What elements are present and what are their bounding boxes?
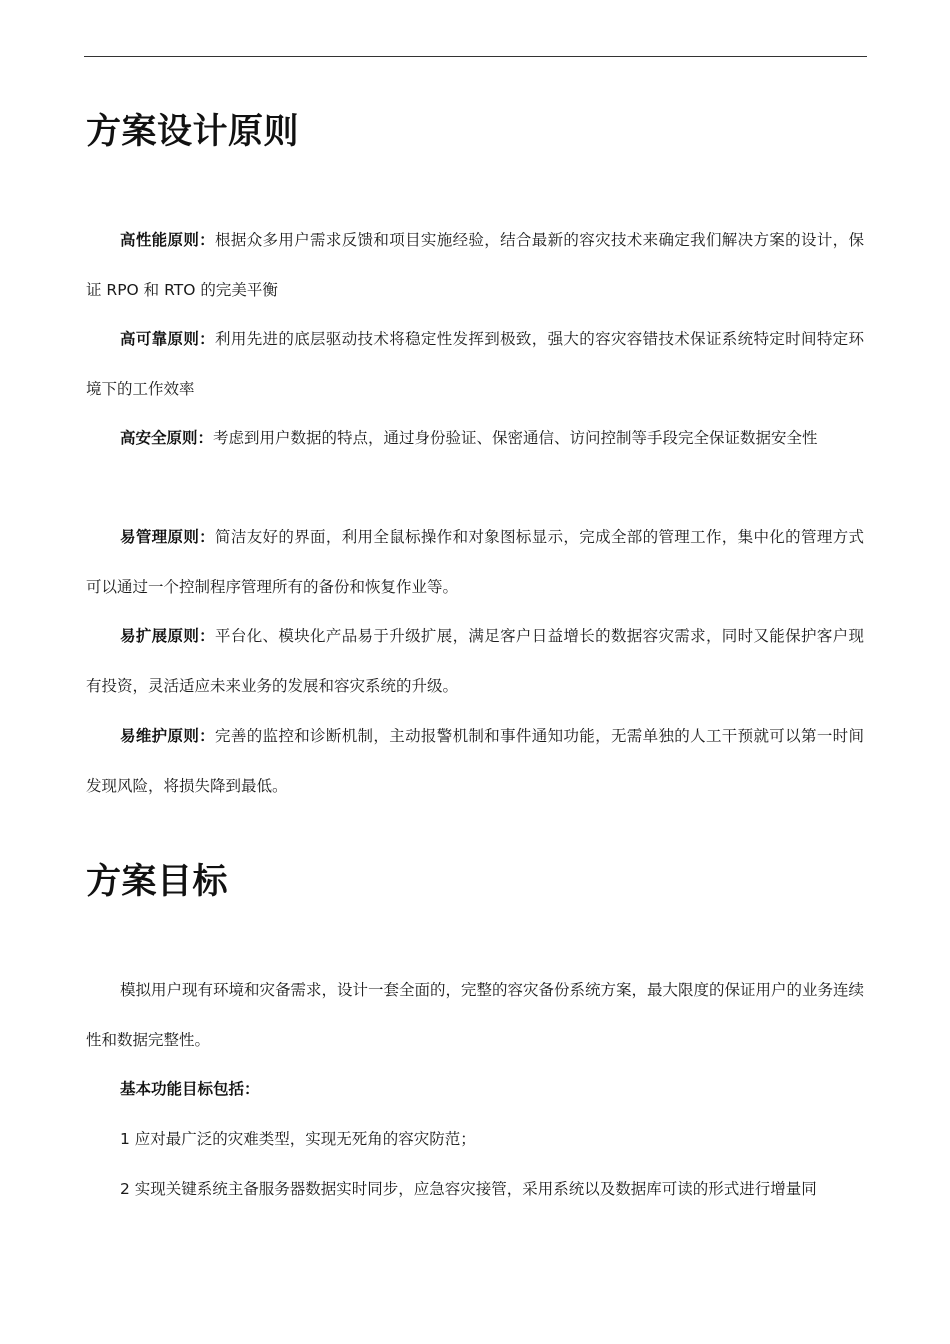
principle-high-reliability (86, 314, 864, 414)
principle-easy-maintenance (86, 711, 864, 811)
principle-label: 易维护原则： (120, 727, 216, 745)
principle-easy-management (86, 512, 864, 612)
principle-easy-expansion (86, 611, 864, 711)
principle-text: 考虑到用户数据的特点，通过身份验证、保密通信、访问控制等手段完全保证数据安全性 (213, 429, 818, 447)
goals-label-text: 基本功能目标包括： (120, 1080, 260, 1098)
section-title-design-principles: 方案设计原则 (86, 112, 300, 152)
principle-text: 平台化、模块化产品易于升级扩展，满足客户日益增长的数据容灾需求，同时又能保护客户现有投资，灵活适应未来业务的发展和容灾系统的升级。 (86, 627, 864, 695)
principle-text: 利用先进的底层驱动技术将稳定性发挥到极致，强大的容灾容错技术保证系统特定时间特定环境下的工作效率 (86, 330, 864, 398)
principle-high-performance (86, 215, 864, 315)
principle-text: 完善的监控和诊断机制，主动报警机制和事件通知功能，无需单独的人工干预就可以第一时间发现风险，将损失降到最低。 (86, 727, 864, 795)
principle-text: 简洁友好的界面，利用全鼠标操作和对象图标显示，完成全部的管理工作，集中化的管理方式可以通过一个控制程序管理所有的备份和恢复作业等。 (86, 528, 864, 596)
goal-item: 1 应对最广泛的灾难类型，实现无死角的容灾防范； (120, 1130, 476, 1148)
principle-label: 易管理原则： (120, 528, 216, 546)
principle-high-security (86, 413, 864, 463)
header-rule (84, 56, 867, 57)
principle-text: 根据众多用户需求反馈和项目实施经验，结合最新的容灾技术来确定我们解决方案的设计，保证 RPO 和 RTO 的完美平衡 (86, 231, 864, 299)
principle-label: 高可靠原则： (120, 330, 216, 348)
principle-label: 高性能原则： (120, 231, 216, 249)
goals-label (120, 1077, 864, 1101)
section-title-goals: 方案目标 (86, 862, 229, 902)
goals-intro: 模拟用户现有环境和灾备需求，设计一套全面的，完整的容灾备份系统方案，最大限度的保证用户的业务连续性和数据完整性。 (86, 981, 865, 1049)
goal-item: 2 实现关键系统主备服务器数据实时同步，应急容灾接管，采用系统以及数据库可读的形式进行增量同 (120, 1180, 817, 1198)
principle-label: 高安全原则： (120, 429, 214, 447)
principle-label: 易扩展原则： (120, 627, 216, 645)
